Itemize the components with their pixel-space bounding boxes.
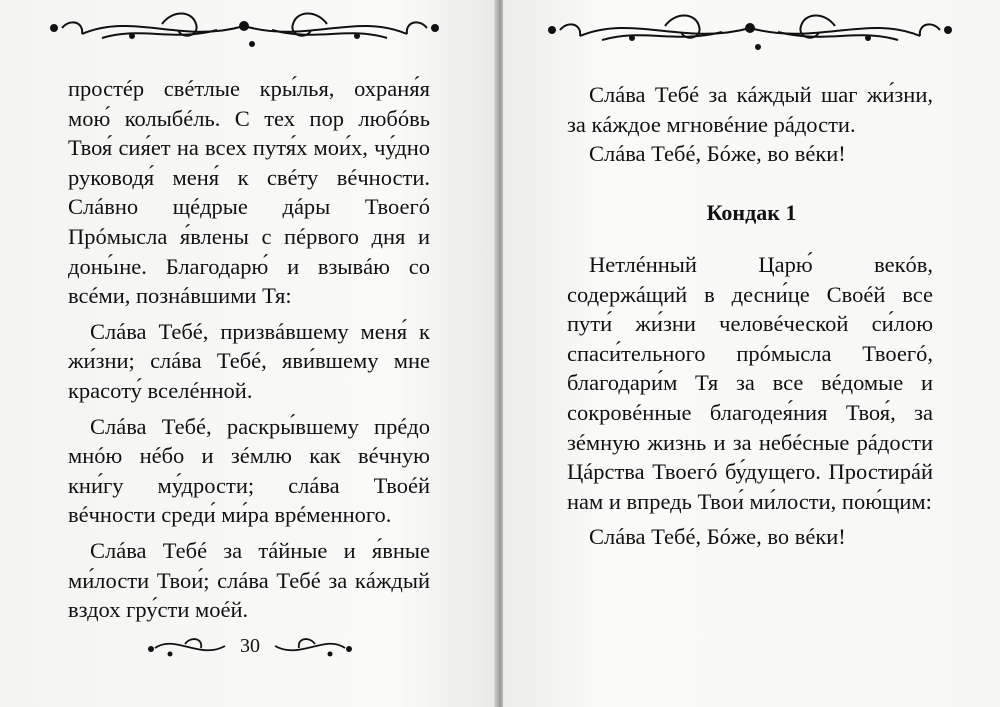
paragraph: Слáва Тебé за кáждый шаг жи́зни, за кáждое мгновéние рáдости. [567, 82, 933, 137]
paragraph: Нетлéнный Царю́ векóв, содержáщий в десни́це Своéй все пути́ жи́зни человéческой си́лою спаси́тельного прóмысла Твоегó, благодари́м Тя за все вéдомые и сокровéнные благодея́ния Твоя́, за зéмную жизнь и за небéсные рáдости Цáрства Твоегó бу́дущего. Простирáй нам и впредь Твои́ ми́лости, пою́щим: [567, 252, 933, 514]
paragraph: Слáва Тебé, Бóже, во вéки! [589, 524, 846, 550]
header-ornament-right-page [540, 6, 960, 54]
paragraph: Слáва Тебé, раскры́вшему прéдо мнóю нéбо и зéмлю как вéчную кни́гу му́дрости; слáва Твоéй вéчности среди́ ми́ра врéменного. [68, 413, 430, 528]
page-number: 30 [240, 635, 260, 657]
kondak-heading: Кондак 1 [706, 200, 797, 225]
left-page-text [68, 74, 430, 625]
paragraph: Слáва Тебé, Бóже, во вéки! [589, 141, 846, 167]
header-ornament-left-page [42, 4, 447, 50]
left-page [0, 0, 497, 707]
paragraph: Слáва Тебé, призвáвшему меня́ к жи́зни; слáва Тебé, яви́вшему мне красоту́ вселéнной. [68, 318, 430, 403]
right-page-kondak-text [567, 250, 933, 552]
right-page [503, 0, 1000, 707]
page-footer [145, 632, 355, 662]
paragraph: Слáва Тебé за тáйные и я́вные ми́лости Твои́; слáва Тебé за кáждый вздох гру́сти моéй. [68, 537, 430, 623]
paragraph: простéр свéтлые кры́лья, охраня́я мою́ колыбéль. С тех пор любóвь Твоя́ сия́ет на всех путя́х мои́х, чу́дно руководя́ меня́ к свéту вéчности. Слáвно щéдрые дáры Твоегó Прóмысла я́влены с пéрвого дня и донь́ıне. Благодарю́ и взывáю со всéми, познáвшими Тя: [68, 76, 430, 309]
right-page-top-text [567, 80, 933, 169]
